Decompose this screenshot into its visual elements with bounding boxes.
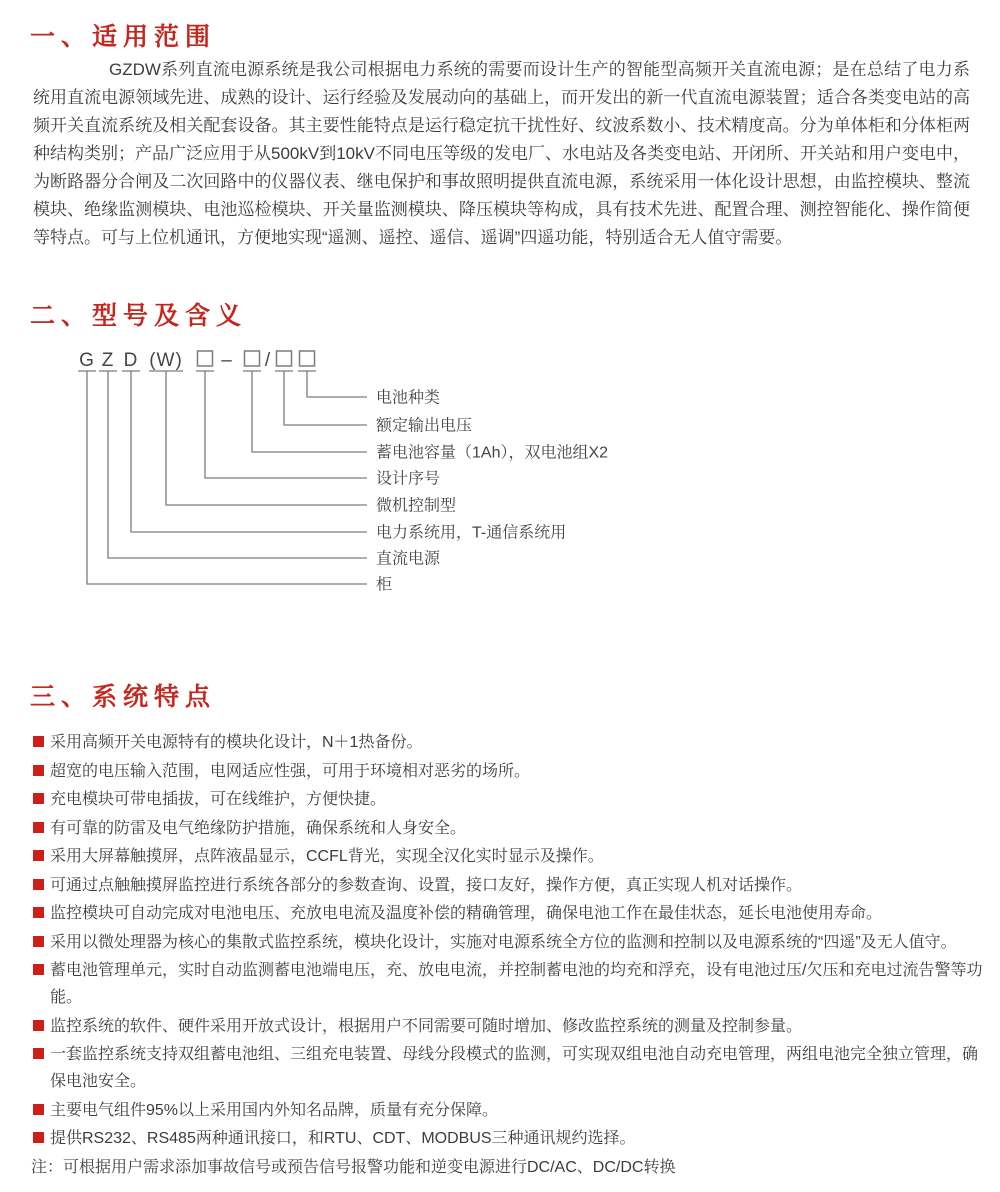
features-list xyxy=(33,729,985,1154)
feature-item xyxy=(33,1013,985,1040)
model-code-box xyxy=(245,351,260,366)
feature-text: 有可靠的防雷及电气绝缘防护措施，确保系统和人身安全。 xyxy=(50,819,467,837)
feature-item xyxy=(33,758,985,785)
bullet-square-icon xyxy=(33,1132,44,1143)
feature-text: 主要电气组件95%以上采用国内外知名品牌，质量有充分保障。 xyxy=(50,1101,499,1119)
feature-text: 蓄电池管理单元，实时自动监测蓄电池端电压，充、放电电流，并控制蓄电池的均充和浮充，设有电池过压/欠压和充电过流告警等功能。 xyxy=(50,962,983,1006)
model-designation-diagram xyxy=(30,340,970,615)
bullet-square-icon xyxy=(33,850,44,861)
feature-text: 提供RS232、RS485两种通讯接口，和RTU、CDT、MODBUS三种通讯规约选择。 xyxy=(50,1130,636,1147)
model-label: 柜 xyxy=(376,576,393,594)
model-code-char: (W) xyxy=(149,350,183,371)
feature-text: 监控系统的软件、硬件采用开放式设计，根据用户不同需要可随时增加、修改监控系统的测量及控制参量。 xyxy=(50,1017,803,1035)
model-code-char: – xyxy=(221,350,233,371)
model-code-box xyxy=(198,351,213,366)
feature-item xyxy=(33,843,985,870)
feature-text: 采用高频开关电源特有的模块化设计，N＋1热备份。 xyxy=(50,734,423,751)
feature-text: 监控模块可自动完成对电池电压、充放电电流及温度补偿的精确管理，确保电池工作在最佳状态，延长电池使用寿命。 xyxy=(50,905,883,922)
feature-item xyxy=(33,929,985,956)
bullet-square-icon xyxy=(33,879,44,890)
feature-item xyxy=(33,786,985,813)
model-label: 电池种类 xyxy=(376,389,441,407)
scope-paragraph: GZDW系列直流电源系统是我公司根据电力系统的需要而设计生产的智能型高频开关直流电源；是在总结了电力系统用直流电源领域先进、成熟的设计、运行经验及发展动向的基础上，而开发出的新一代直流电源装置；适合各类变电站的高频开关直流系统及相关配套设备。其主要性能特点是运行稳定抗干扰性好、纹波系数小、技术精度高。分为单体柜和分体柜两种结构类别；产品广泛应用于从500kV到10kV不同电压等级的发电厂、水电站及各类变电站、开闭所、开关站和用户变电中，为断路器分合闸及二次回路中的仪器仪表、继电保护和事故照明提供直流电源，系统采用一体化设计思想，由监控模块、整流模块、绝缘监测模块、电池巡检模块、开关量监测模块、降压模块等构成，具有技术先进、配置合理、测控智能化、操作简便等特点。可与上位机通讯，方便地实现“遥测、遥控、遥信、遥调”四遥功能，特别适合无人值守需要。 xyxy=(33,60,970,247)
model-code-box xyxy=(277,351,292,366)
bullet-square-icon xyxy=(33,1104,44,1115)
feature-item xyxy=(33,815,985,842)
model-code-char: D xyxy=(123,350,139,371)
model-connector-line xyxy=(284,371,367,425)
section-heading-features: 三、系统特点 xyxy=(30,683,217,711)
model-label: 直流电源 xyxy=(376,550,441,568)
bullet-square-icon xyxy=(33,936,44,947)
feature-item xyxy=(33,1097,985,1124)
feature-item xyxy=(33,872,985,899)
model-connector-line xyxy=(108,371,367,558)
feature-item xyxy=(33,1125,985,1152)
feature-item xyxy=(33,729,985,756)
bullet-square-icon xyxy=(33,736,44,747)
model-connector-line xyxy=(252,371,367,452)
feature-text: 采用大屏幕触摸屏，点阵液晶显示，CCFL背光，实现全汉化实时显示及操作。 xyxy=(50,848,604,865)
model-label: 微机控制型 xyxy=(376,497,457,515)
model-code-char: G xyxy=(79,350,95,371)
feature-text: 可通过点触触摸屏监控进行系统各部分的参数查询、设置，接口友好，操作方便，真正实现人机对话操作。 xyxy=(50,876,803,894)
note-line: 注：可根据用户需求添加事故信号或预告信号报警功能和逆变电源进行DC/AC、DC/DC转换 xyxy=(31,1159,676,1176)
bullet-square-icon xyxy=(33,1048,44,1059)
feature-item xyxy=(33,1041,985,1095)
model-code-box xyxy=(300,351,315,366)
bullet-square-icon xyxy=(33,964,44,975)
model-label: 设计序号 xyxy=(376,470,441,488)
feature-item xyxy=(33,957,985,1011)
section-heading-scope: 一、适用范围 xyxy=(30,23,217,51)
bullet-square-icon xyxy=(33,1020,44,1031)
model-code-char: Z xyxy=(101,350,115,371)
model-code-char: / xyxy=(264,350,272,371)
bullet-square-icon xyxy=(33,765,44,776)
bullet-square-icon xyxy=(33,793,44,804)
bullet-square-icon xyxy=(33,822,44,833)
model-connector-line xyxy=(307,371,367,397)
feature-text: 超宽的电压输入范围，电网适应性强，可用于环境相对恶劣的场所。 xyxy=(50,762,531,780)
model-connector-line xyxy=(166,371,367,505)
model-label: 蓄电池容量（1Ah），双电池组X2 xyxy=(376,444,609,462)
feature-text: 充电模块可带电插拔，可在线维护，方便快捷。 xyxy=(50,791,387,808)
section-heading-model: 二、型号及含义 xyxy=(30,302,248,330)
model-label: 额定输出电压 xyxy=(376,417,473,435)
feature-text: 一套监控系统支持双组蓄电池组、三组充电装置、母线分段模式的监测，可实现双组电池自动充电管理，两组电池完全独立管理，确保电池安全。 xyxy=(50,1046,979,1090)
feature-text: 采用以微处理器为核心的集散式监控系统，模块化设计，实施对电源系统全方位的监测和控制以及电源系统的“四遥”及无人值守。 xyxy=(50,933,957,951)
model-label: 电力系统用，T-通信系统用 xyxy=(376,524,567,542)
bullet-square-icon xyxy=(33,907,44,918)
feature-item xyxy=(33,900,985,927)
